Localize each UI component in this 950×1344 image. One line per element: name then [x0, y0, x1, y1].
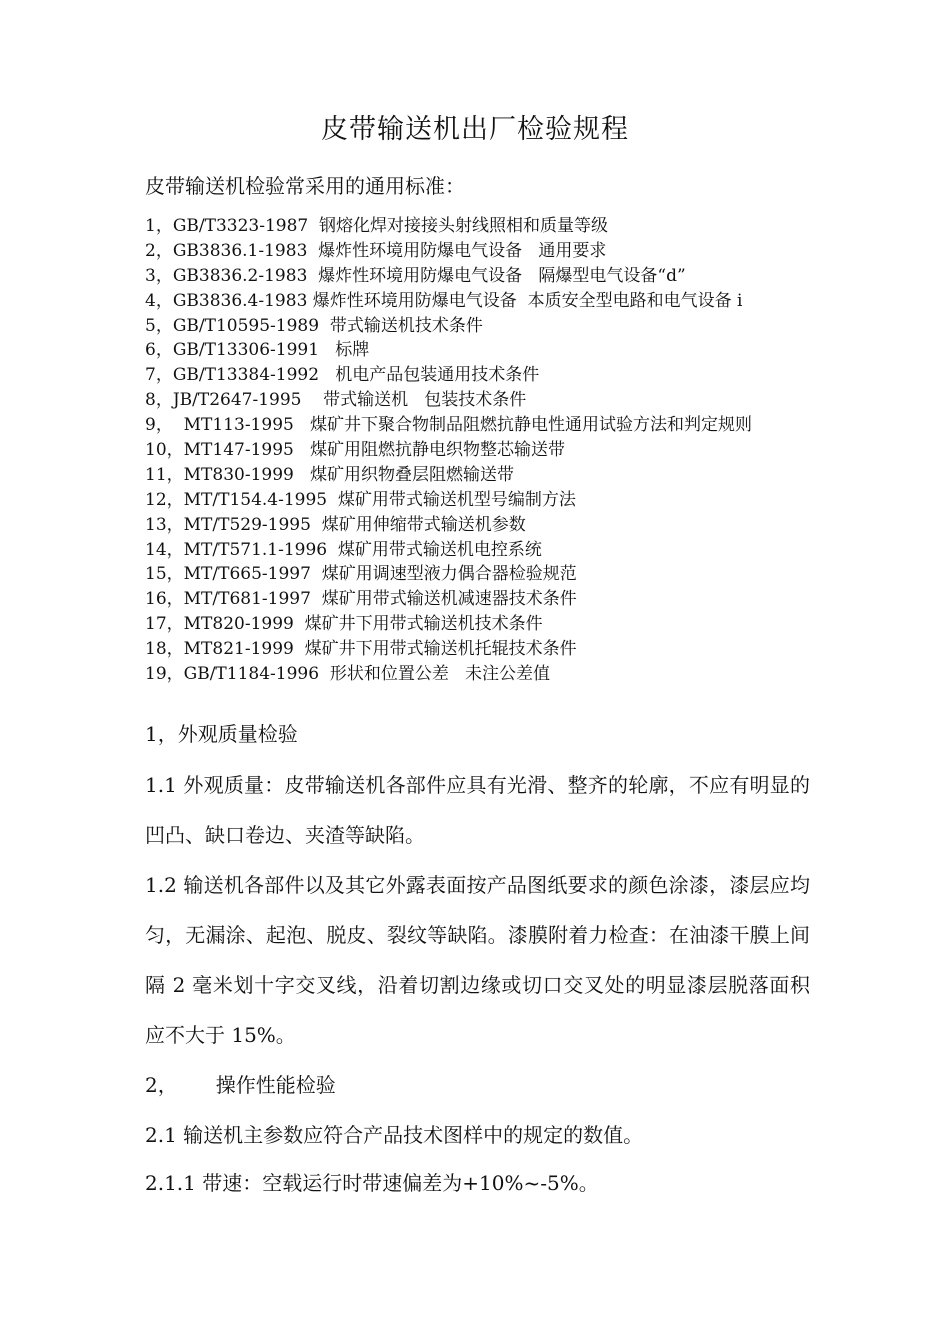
standard-item: 11，MT830-1999 煤矿用织物叠层阻燃输送带: [145, 464, 515, 485]
section-1-1-paragraph: 1.1 外观质量：皮带输送机各部件应具有光滑、整齐的轮廓，不应有明显的凹凸、缺口卷边、夹渣等缺陷。: [145, 773, 810, 847]
standard-item: 14，MT/T571.1-1996 煤矿用带式输送机电控系统: [145, 539, 542, 560]
standard-item: 12，MT/T154.4-1995 煤矿用带式输送机型号编制方法: [145, 489, 576, 510]
standard-item: 2，GB3836.1-1983 爆炸性环境用防爆电气设备 通用要求: [145, 240, 607, 261]
section-2-heading-text: 操作性能检验: [215, 1073, 336, 1097]
standard-item: 15，MT/T665-1997 煤矿用调速型液力偶合器检验规范: [145, 564, 577, 585]
section-1-2-paragraph: 1.2 输送机各部件以及其它外露表面按产品图纸要求的颜色涂漆，漆层应均匀，无漏涂、起泡、脱皮、裂纹等缺陷。漆膜附着力检查：在油漆干膜上间隔 2 毫米划十字交叉线，沿着切割边缘或切口交叉处的明显漆层脱落面积应不大于 15%。: [145, 873, 810, 1047]
standard-item: 10，MT147-1995 煤矿用阻燃抗静电织物整芯输送带: [145, 440, 566, 461]
section-2-1-paragraph: 2.1 输送机主参数应符合产品技术图样中的规定的数值。: [145, 1123, 644, 1147]
standards-intro: 皮带输送机检验常采用的通用标准：: [145, 174, 465, 198]
standard-item: 4，GB3836.4-1983 爆炸性环境用防爆电气设备 本质安全型电路和电气设备 i: [145, 290, 743, 311]
standard-item: 3，GB3836.2-1983 爆炸性环境用防爆电气设备 隔爆型电气设备“d”: [145, 265, 686, 286]
standard-item: 16，MT/T681-1997 煤矿用带式输送机减速器技术条件: [145, 589, 577, 610]
standard-item: 17，MT820-1999 煤矿井下用带式输送机技术条件: [145, 614, 543, 635]
section-1-heading: 1，外观质量检验: [145, 722, 298, 746]
document-title: 皮带输送机出厂检验规程: [321, 114, 629, 145]
standard-item: 9， MT113-1995 煤矿井下聚合物制品阻燃抗静电性通用试验方法和判定规则: [145, 415, 753, 436]
standard-item: 7，GB/T13384-1992 机电产品包装通用技术条件: [145, 365, 540, 386]
section-2-1-1-paragraph: 2.1.1 带速：空载运行时带速偏差为+10%~-5%。: [145, 1171, 599, 1195]
section-2-heading: [145, 1060, 810, 1110]
standard-item: 13，MT/T529-1995 煤矿用伸缩带式输送机参数: [145, 514, 526, 535]
standard-item: 1，GB/T3323-1987 钢熔化焊对接接头射线照相和质量等级: [145, 216, 609, 236]
standard-item: 5，GB/T10595-1989 带式输送机技术条件: [145, 315, 483, 336]
standard-item: 18，MT821-1999 煤矿井下用带式输送机托辊技术条件: [145, 639, 577, 660]
standards-list: [145, 214, 845, 687]
standard-item: 19，GB/T1184-1996 形状和位置公差 未注公差值: [145, 664, 551, 685]
standard-item: 6，GB/T13306-1991 标牌: [145, 340, 370, 361]
standard-item: 8，JB/T2647-1995 带式输送机 包装技术条件: [145, 390, 527, 411]
section-2-number: 2，: [145, 1073, 178, 1097]
